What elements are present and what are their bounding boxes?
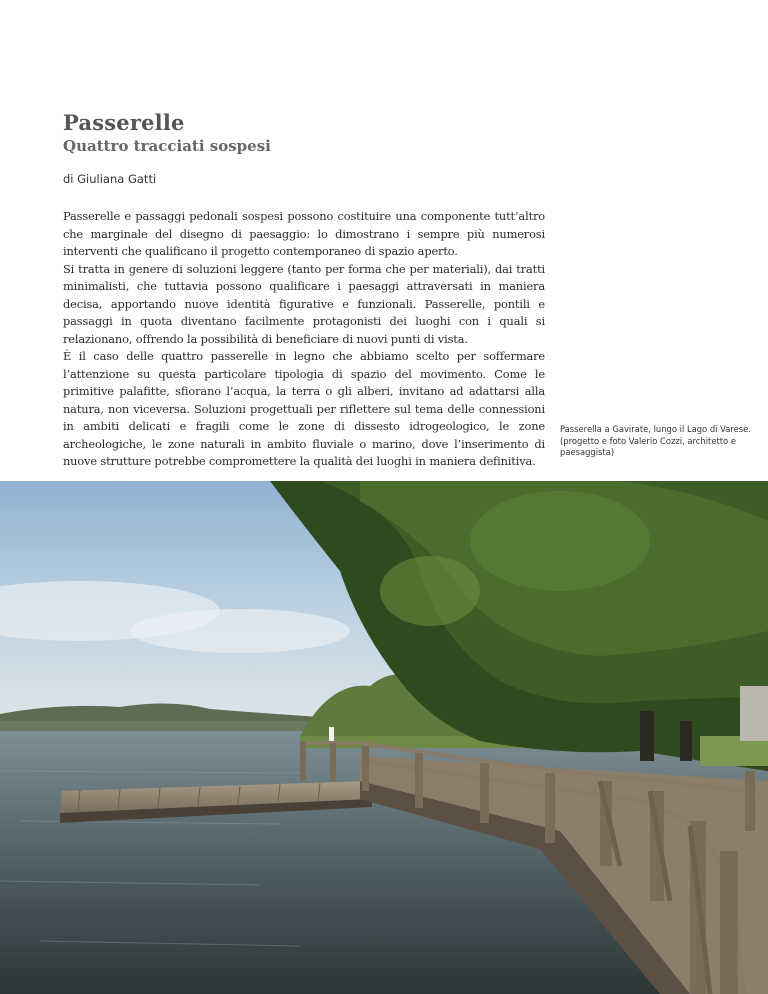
photo-caption: Passerella a Gavirate, lungo il Lago di Varese. (progetto e foto Valerio Cozzi, architetto e paesaggista) <box>560 424 751 457</box>
byline: di Giuliana Gatti <box>63 172 157 186</box>
paragraph: Passerelle e passaggi pedonali sospesi possono costituire una componente tutt’altro che marginale del disegno di paesaggio: lo dimostrano i sempre più numerosi interventi che qualificano il progetto contemporaneo di spazio aperto. <box>63 209 545 258</box>
paragraph: È il caso delle quattro passerelle in legno che abbiamo scelto per soffermare l’attenzione su questa particolare tipologia di spazio del movimento. Come le primitive palafitte, sfiorano l’acqua, la terra o gli alberi, invitano ad adattarsi alla natura, non viceversa. Soluzioni progettuali per riflettere sul tema delle connessioni in ambiti delicati e fragili come le zone di dissesto idrogeologico, le zone archeologiche, le zone naturali in ambito fluviale o marino, dove l’inserimento di nuove strutture potrebbe compromettere la qualità dei luoghi in maniera definitiva. <box>63 349 545 468</box>
article-body <box>63 208 545 471</box>
article-subtitle: Quattro tracciati sospesi <box>63 137 271 155</box>
photo-illustration <box>0 481 768 994</box>
lake-boardwalk-photo <box>0 481 768 994</box>
article-title: Passerelle <box>63 110 185 135</box>
paragraph: Si tratta in genere di soluzioni leggere (tanto per forma che per materiali), dai tratti minimalisti, che tuttavia possono qualificare i paesaggi attraversati in maniera decisa, apportando nuove identità figurative e funzionali. Passerelle, pontili e passaggi in quota diventano facilmente protagonisti dei luoghi con i quali si relazionano, offrendo la possibilità di beneficiare di nuovi punti di vista. <box>63 261 545 346</box>
